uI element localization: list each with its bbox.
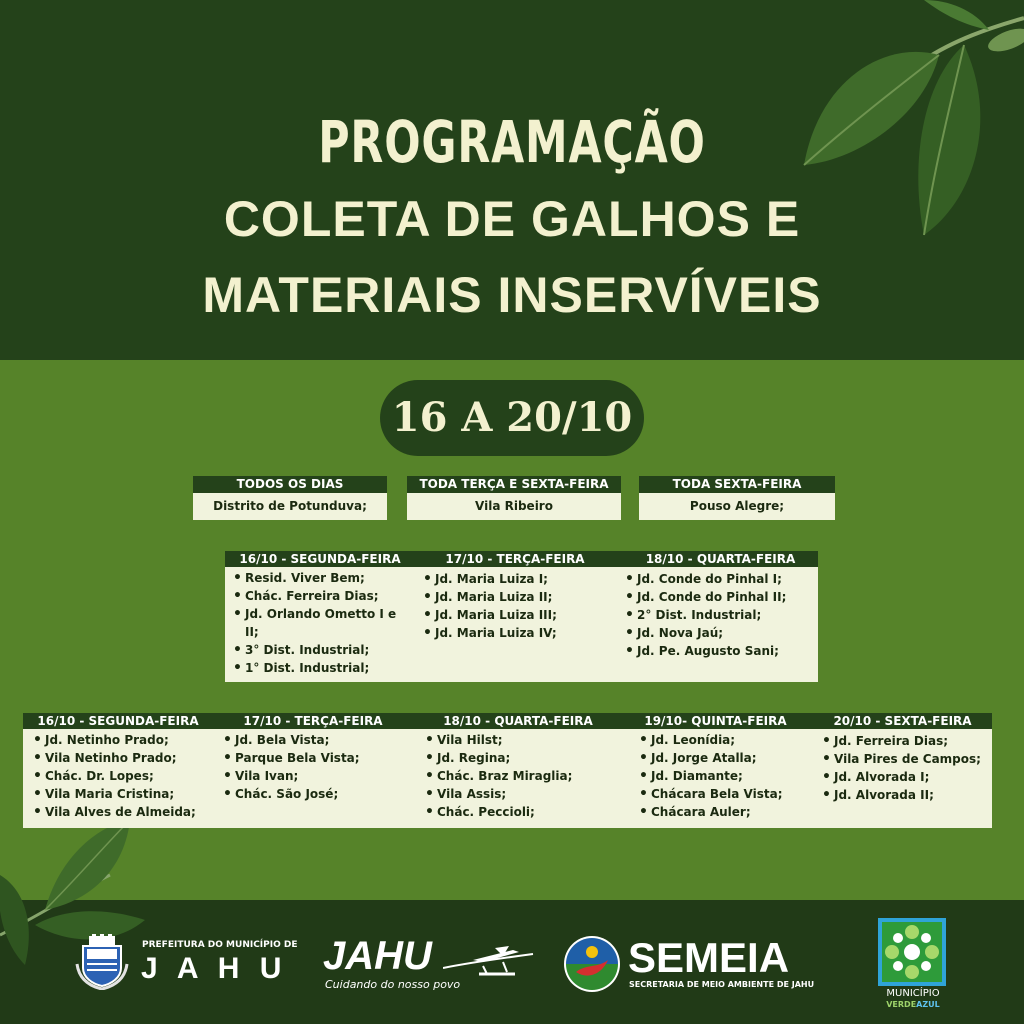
list-item: • Jd. Leonídia;: [637, 731, 817, 749]
fixed-schedule-box: [193, 476, 387, 520]
coat-of-arms-icon: [75, 934, 129, 990]
verde-azul-caption: MUNICÍPIO: [886, 988, 940, 999]
list-item: • Parque Bela Vista;: [221, 749, 406, 767]
schedule-day-title: 17/10 - TERÇA-FEIRA: [445, 552, 585, 566]
list-item: • 3° Dist. Industrial;: [231, 641, 411, 659]
program-title: PROGRAMAÇÃO: [318, 108, 706, 176]
list-item: • Vila Alves de Almeida;: [31, 803, 216, 821]
list-item: • Vila Ivan;: [221, 767, 406, 785]
list-item: • Jd. Ferreira Dias;: [820, 732, 992, 750]
list-item: • Vila Pires de Campos;: [820, 750, 992, 768]
fixed-schedule-value: Pouso Alegre;: [689, 499, 785, 513]
azul-word: AZUL: [916, 1000, 940, 1009]
list-item: • 1° Dist. Industrial;: [231, 659, 411, 677]
main-title-line-2: MATERIAIS INSERVÍVEIS: [202, 267, 822, 323]
jahu-brand-logo: [323, 934, 535, 994]
list-item: • Jd. Orlando Ometto I e II;: [231, 605, 411, 641]
schedule-day-title: 16/10 - SEGUNDA-FEIRA: [239, 552, 401, 566]
verde-azul-subtitle: [874, 1000, 952, 1009]
list-item: • Vila Hilst;: [423, 731, 613, 749]
list-item: • Chác. Dr. Lopes;: [31, 767, 216, 785]
fixed-schedule-value: Distrito de Potunduva;: [213, 499, 367, 513]
schedule-day-title: 17/10 - TERÇA-FEIRA: [243, 714, 383, 728]
fixed-schedule-box: [407, 476, 621, 520]
schedule-day-title: 19/10- QUINTA-FEIRA: [644, 714, 787, 728]
jahu-slogan: Cuidando do nosso povo: [325, 978, 461, 991]
semeia-logo: [562, 932, 832, 994]
list-item: • Chác. Ferreira Dias;: [231, 587, 411, 605]
list-item: • Jd. Netinho Prado;: [31, 731, 216, 749]
seaplane-icon: [443, 942, 535, 980]
schedule-day-title: 18/10 - QUARTA-FEIRA: [645, 552, 796, 566]
list-item: • Chác. São José;: [221, 785, 406, 803]
list-item: • Jd. Maria Luiza IV;: [421, 624, 611, 642]
semeia-emblem-icon: [562, 934, 622, 994]
list-item: • Resid. Viver Bem;: [231, 569, 411, 587]
jahu-brand-text: JAHU: [323, 934, 432, 978]
weekly-schedule-table-1: [225, 551, 818, 682]
list-item: • Jd. Regina;: [423, 749, 613, 767]
list-item: • Chác. Braz Miraglia;: [423, 767, 613, 785]
list-item: • Jd. Alvorada I;: [820, 768, 992, 786]
list-item: • Jd. Diamante;: [637, 767, 817, 785]
list-item: • Jd. Jorge Atalla;: [637, 749, 817, 767]
list-item: • Jd. Bela Vista;: [221, 731, 406, 749]
weekly-schedule-table-2: [23, 713, 992, 828]
list-item: • Chác. Peccioli;: [423, 803, 613, 821]
list-item: • Vila Netinho Prado;: [31, 749, 216, 767]
date-range-badge: 16 A 20/10: [380, 380, 644, 456]
semeia-subtitle: SECRETARIA DE MEIO AMBIENTE DE JAHU: [629, 980, 815, 989]
list-item: • Jd. Maria Luiza III;: [421, 606, 611, 624]
fixed-schedule-box: [639, 476, 835, 520]
list-item: • Vila Assis;: [423, 785, 613, 803]
main-title-line-1: COLETA DE GALHOS E: [223, 191, 801, 247]
schedule-day-list: [221, 731, 406, 803]
verde-azul-emblem-icon: [878, 918, 946, 986]
fixed-schedule-title: TODOS OS DIAS: [193, 476, 387, 493]
fixed-schedule-title: TODA TERÇA E SEXTA-FEIRA: [407, 476, 621, 493]
schedule-day-list: [423, 731, 613, 821]
list-item: • Chácara Auler;: [637, 803, 817, 821]
schedule-day-list: [623, 570, 813, 660]
prefeitura-caption: PREFEITURA DO MUNICÍPIO DE: [142, 940, 298, 950]
schedule-day-title: 16/10 - SEGUNDA-FEIRA: [37, 714, 199, 728]
list-item: • Jd. Maria Luiza II;: [421, 588, 611, 606]
prefeitura-logo: [75, 934, 305, 992]
list-item: • Vila Maria Cristina;: [31, 785, 216, 803]
list-item: • Jd. Conde do Pinhal II;: [623, 588, 813, 606]
prefeitura-city-name: J A H U: [141, 952, 288, 985]
verde-word: VERDE: [886, 1000, 917, 1009]
list-item: • Jd. Pe. Augusto Sani;: [623, 642, 813, 660]
schedule-day-list: [421, 570, 611, 642]
schedule-day-title: 18/10 - QUARTA-FEIRA: [443, 714, 593, 728]
fixed-schedule-value: Vila Ribeiro: [475, 499, 553, 513]
list-item: • Chácara Bela Vista;: [637, 785, 817, 803]
verde-azul-logo: [874, 918, 952, 1010]
list-item: • Jd. Maria Luiza I;: [421, 570, 611, 588]
list-item: • Jd. Conde do Pinhal I;: [623, 570, 813, 588]
semeia-title: SEMEIA: [628, 934, 790, 981]
fixed-schedule-title: TODA SEXTA-FEIRA: [639, 476, 835, 493]
schedule-day-list: [231, 569, 411, 677]
list-item: • Jd. Nova Jaú;: [623, 624, 813, 642]
schedule-day-list: [31, 731, 216, 821]
schedule-day-list: [637, 731, 817, 821]
schedule-day-list: [820, 732, 992, 804]
list-item: • 2° Dist. Industrial;: [623, 606, 813, 624]
list-item: • Jd. Alvorada II;: [820, 786, 992, 804]
schedule-day-title: 20/10 - SEXTA-FEIRA: [833, 714, 972, 728]
